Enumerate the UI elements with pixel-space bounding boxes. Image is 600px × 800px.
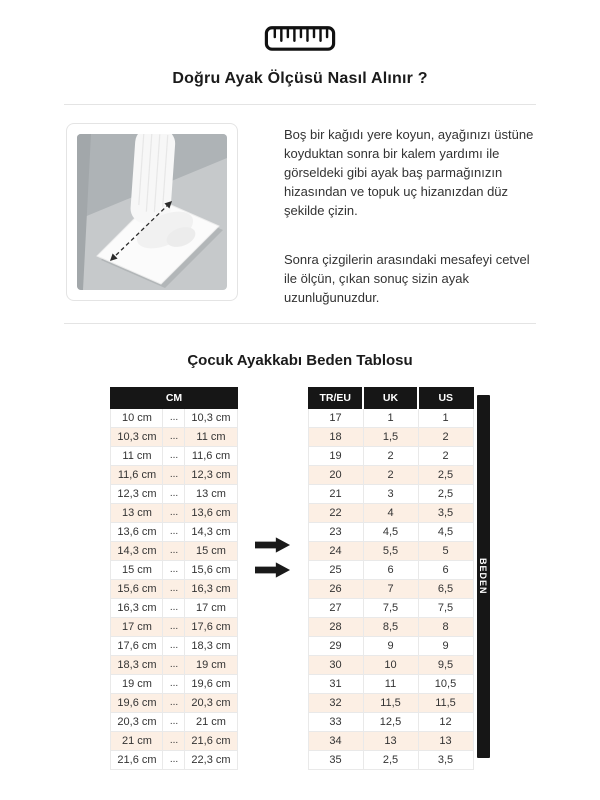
tr-eu-cell: 25 bbox=[308, 561, 363, 580]
tr-eu-cell: 26 bbox=[308, 580, 363, 599]
uk-cell: 7,5 bbox=[363, 599, 418, 618]
cm-min-cell: 13 cm bbox=[111, 504, 163, 523]
us-cell: 4,5 bbox=[418, 523, 473, 542]
cm-separator-cell: ... bbox=[163, 580, 185, 599]
cm-table-row bbox=[111, 409, 237, 428]
cm-table-row bbox=[111, 542, 237, 561]
cm-separator-cell: ... bbox=[163, 447, 185, 466]
cm-max-cell: 21 cm bbox=[185, 713, 237, 732]
tr-eu-cell: 32 bbox=[308, 694, 363, 713]
tr-eu-cell: 18 bbox=[308, 428, 363, 447]
cm-max-cell: 14,3 cm bbox=[185, 523, 237, 542]
howto-paragraph-1: Boş bir kağıdı yere koyun, ayağınızı üstüne koyduktan sonra bir kalem yardımı ile görseldeki gibi ayak baş parmağınızın hizasından ve topuk uç hizanızdan düz şekilde çizin. bbox=[284, 127, 534, 218]
uk-cell: 11 bbox=[363, 675, 418, 694]
cm-max-cell: 16,3 cm bbox=[185, 580, 237, 599]
us-cell: 6 bbox=[418, 561, 473, 580]
cm-min-cell: 15,6 cm bbox=[111, 580, 163, 599]
tr-eu-cell: 24 bbox=[308, 542, 363, 561]
cm-min-cell: 19 cm bbox=[111, 675, 163, 694]
cm-separator-cell: ... bbox=[163, 409, 185, 428]
cm-min-cell: 10 cm bbox=[111, 409, 163, 428]
uk-cell: 1 bbox=[363, 409, 418, 428]
foot-measurement-image-frame bbox=[66, 123, 238, 301]
cm-min-cell: 10,3 cm bbox=[111, 428, 163, 447]
cm-max-cell: 19 cm bbox=[185, 656, 237, 675]
howto-texts bbox=[284, 123, 536, 307]
uk-cell: 7 bbox=[363, 580, 418, 599]
ruler-icon-wrap bbox=[0, 0, 600, 52]
uk-cell: 1,5 bbox=[363, 428, 418, 447]
cm-table-row bbox=[111, 599, 237, 618]
cm-min-cell: 13,6 cm bbox=[111, 523, 163, 542]
size-table-header-row bbox=[308, 388, 473, 409]
size-table-row bbox=[308, 428, 473, 447]
size-table-row bbox=[308, 732, 473, 751]
cm-max-cell: 20,3 cm bbox=[185, 694, 237, 713]
cm-separator-cell: ... bbox=[163, 599, 185, 618]
cm-min-cell: 16,3 cm bbox=[111, 599, 163, 618]
cm-max-cell: 11 cm bbox=[185, 428, 237, 447]
size-table-row bbox=[308, 656, 473, 675]
cm-table-header-row bbox=[111, 388, 237, 409]
size-table-wrap bbox=[308, 387, 490, 770]
tr-eu-cell: 34 bbox=[308, 732, 363, 751]
cm-separator-cell: ... bbox=[163, 694, 185, 713]
size-table-header-us: US bbox=[418, 388, 473, 409]
uk-cell: 2,5 bbox=[363, 751, 418, 770]
us-cell: 9 bbox=[418, 637, 473, 656]
size-table-row bbox=[308, 637, 473, 656]
us-cell: 8 bbox=[418, 618, 473, 637]
cm-table-row bbox=[111, 637, 237, 656]
arrow-right-icon bbox=[255, 535, 291, 555]
cm-max-cell: 19,6 cm bbox=[185, 675, 237, 694]
cm-min-cell: 17 cm bbox=[111, 618, 163, 637]
tr-eu-cell: 19 bbox=[308, 447, 363, 466]
arrow-right-icon bbox=[255, 560, 291, 580]
cm-table-row bbox=[111, 751, 237, 770]
conversion-arrows bbox=[254, 535, 292, 580]
us-cell: 2 bbox=[418, 428, 473, 447]
size-table-row bbox=[308, 675, 473, 694]
size-table-title: Çocuk Ayakkabı Beden Tablosu bbox=[187, 352, 413, 369]
uk-cell: 12,5 bbox=[363, 713, 418, 732]
size-table bbox=[308, 387, 474, 770]
tr-eu-cell: 29 bbox=[308, 637, 363, 656]
cm-table-header: CM bbox=[111, 388, 237, 409]
tr-eu-cell: 30 bbox=[308, 656, 363, 675]
cm-table-row bbox=[111, 694, 237, 713]
cm-min-cell: 21,6 cm bbox=[111, 751, 163, 770]
tr-eu-cell: 33 bbox=[308, 713, 363, 732]
size-table-row bbox=[308, 599, 473, 618]
tr-eu-cell: 27 bbox=[308, 599, 363, 618]
uk-cell: 5,5 bbox=[363, 542, 418, 561]
cm-table-row bbox=[111, 523, 237, 542]
cm-table-row bbox=[111, 428, 237, 447]
cm-min-cell: 11 cm bbox=[111, 447, 163, 466]
cm-max-cell: 11,6 cm bbox=[185, 447, 237, 466]
page-title: Doğru Ayak Ölçüsü Nasıl Alınır ? bbox=[172, 70, 428, 87]
cm-max-cell: 17,6 cm bbox=[185, 618, 237, 637]
beden-side-bar bbox=[477, 395, 490, 758]
uk-cell: 2 bbox=[363, 447, 418, 466]
cm-min-cell: 20,3 cm bbox=[111, 713, 163, 732]
size-table-row bbox=[308, 713, 473, 732]
cm-separator-cell: ... bbox=[163, 485, 185, 504]
cm-max-cell: 18,3 cm bbox=[185, 637, 237, 656]
tr-eu-cell: 17 bbox=[308, 409, 363, 428]
cm-table-row bbox=[111, 618, 237, 637]
size-table-row bbox=[308, 542, 473, 561]
size-table-body bbox=[308, 409, 473, 770]
size-table-row bbox=[308, 523, 473, 542]
us-cell: 12 bbox=[418, 713, 473, 732]
howto-paragraph-2: Sonra çizgilerin arasındaki mesafeyi cetvel ile ölçün, çıkan sonuç sizin ayak uzunluğunuzdur. bbox=[284, 252, 530, 305]
size-table-row bbox=[308, 618, 473, 637]
size-table-row bbox=[308, 561, 473, 580]
size-table-header-uk: UK bbox=[363, 388, 418, 409]
cm-separator-cell: ... bbox=[163, 713, 185, 732]
uk-cell: 9 bbox=[363, 637, 418, 656]
us-cell: 1 bbox=[418, 409, 473, 428]
cm-min-cell: 11,6 cm bbox=[111, 466, 163, 485]
cm-min-cell: 12,3 cm bbox=[111, 485, 163, 504]
cm-max-cell: 15 cm bbox=[185, 542, 237, 561]
cm-min-cell: 19,6 cm bbox=[111, 694, 163, 713]
tr-eu-cell: 28 bbox=[308, 618, 363, 637]
cm-table-row bbox=[111, 447, 237, 466]
foot-measurement-image bbox=[77, 134, 227, 290]
us-cell: 2 bbox=[418, 447, 473, 466]
us-cell: 6,5 bbox=[418, 580, 473, 599]
cm-min-cell: 17,6 cm bbox=[111, 637, 163, 656]
tr-eu-cell: 21 bbox=[308, 485, 363, 504]
us-cell: 5 bbox=[418, 542, 473, 561]
cm-max-cell: 17 cm bbox=[185, 599, 237, 618]
cm-separator-cell: ... bbox=[163, 523, 185, 542]
cm-table-row bbox=[111, 675, 237, 694]
size-table-row bbox=[308, 409, 473, 428]
cm-max-cell: 21,6 cm bbox=[185, 732, 237, 751]
tr-eu-cell: 23 bbox=[308, 523, 363, 542]
cm-min-cell: 21 cm bbox=[111, 732, 163, 751]
tr-eu-cell: 22 bbox=[308, 504, 363, 523]
us-cell: 13 bbox=[418, 732, 473, 751]
cm-separator-cell: ... bbox=[163, 637, 185, 656]
cm-separator-cell: ... bbox=[163, 751, 185, 770]
uk-cell: 2 bbox=[363, 466, 418, 485]
cm-max-cell: 15,6 cm bbox=[185, 561, 237, 580]
uk-cell: 4 bbox=[363, 504, 418, 523]
uk-cell: 10 bbox=[363, 656, 418, 675]
cm-table-row bbox=[111, 561, 237, 580]
cm-max-cell: 13,6 cm bbox=[185, 504, 237, 523]
us-cell: 9,5 bbox=[418, 656, 473, 675]
uk-cell: 4,5 bbox=[363, 523, 418, 542]
size-tables bbox=[0, 387, 600, 770]
us-cell: 3,5 bbox=[418, 751, 473, 770]
cm-separator-cell: ... bbox=[163, 561, 185, 580]
cm-separator-cell: ... bbox=[163, 732, 185, 751]
us-cell: 2,5 bbox=[418, 485, 473, 504]
cm-min-cell: 18,3 cm bbox=[111, 656, 163, 675]
cm-separator-cell: ... bbox=[163, 466, 185, 485]
us-cell: 11,5 bbox=[418, 694, 473, 713]
cm-separator-cell: ... bbox=[163, 656, 185, 675]
cm-table-row bbox=[111, 504, 237, 523]
cm-max-cell: 13 cm bbox=[185, 485, 237, 504]
ruler-icon bbox=[264, 24, 336, 52]
cm-table-row bbox=[111, 656, 237, 675]
size-table-row bbox=[308, 504, 473, 523]
howto-section bbox=[0, 105, 600, 307]
cm-table-row bbox=[111, 485, 237, 504]
cm-min-cell: 14,3 cm bbox=[111, 542, 163, 561]
cm-max-cell: 10,3 cm bbox=[185, 409, 237, 428]
cm-separator-cell: ... bbox=[163, 618, 185, 637]
cm-table-body bbox=[111, 409, 237, 770]
tr-eu-cell: 20 bbox=[308, 466, 363, 485]
cm-table-row bbox=[111, 732, 237, 751]
cm-max-cell: 12,3 cm bbox=[185, 466, 237, 485]
uk-cell: 8,5 bbox=[363, 618, 418, 637]
size-table-row bbox=[308, 751, 473, 770]
uk-cell: 13 bbox=[363, 732, 418, 751]
us-cell: 7,5 bbox=[418, 599, 473, 618]
tr-eu-cell: 35 bbox=[308, 751, 363, 770]
us-cell: 10,5 bbox=[418, 675, 473, 694]
uk-cell: 6 bbox=[363, 561, 418, 580]
cm-separator-cell: ... bbox=[163, 504, 185, 523]
cm-table-row bbox=[111, 580, 237, 599]
beden-label: BEDEN bbox=[478, 558, 488, 595]
uk-cell: 3 bbox=[363, 485, 418, 504]
size-table-row bbox=[308, 466, 473, 485]
us-cell: 2,5 bbox=[418, 466, 473, 485]
size-table-row bbox=[308, 485, 473, 504]
divider-middle bbox=[64, 323, 536, 324]
cm-table-row bbox=[111, 713, 237, 732]
cm-table-row bbox=[111, 466, 237, 485]
size-table-row bbox=[308, 447, 473, 466]
size-table-header-tr-eu: TR/EU bbox=[308, 388, 363, 409]
cm-separator-cell: ... bbox=[163, 542, 185, 561]
cm-separator-cell: ... bbox=[163, 428, 185, 447]
cm-separator-cell: ... bbox=[163, 675, 185, 694]
cm-max-cell: 22,3 cm bbox=[185, 751, 237, 770]
size-table-row bbox=[308, 694, 473, 713]
us-cell: 3,5 bbox=[418, 504, 473, 523]
cm-min-cell: 15 cm bbox=[111, 561, 163, 580]
cm-table bbox=[110, 387, 237, 770]
uk-cell: 11,5 bbox=[363, 694, 418, 713]
size-table-row bbox=[308, 580, 473, 599]
tr-eu-cell: 31 bbox=[308, 675, 363, 694]
